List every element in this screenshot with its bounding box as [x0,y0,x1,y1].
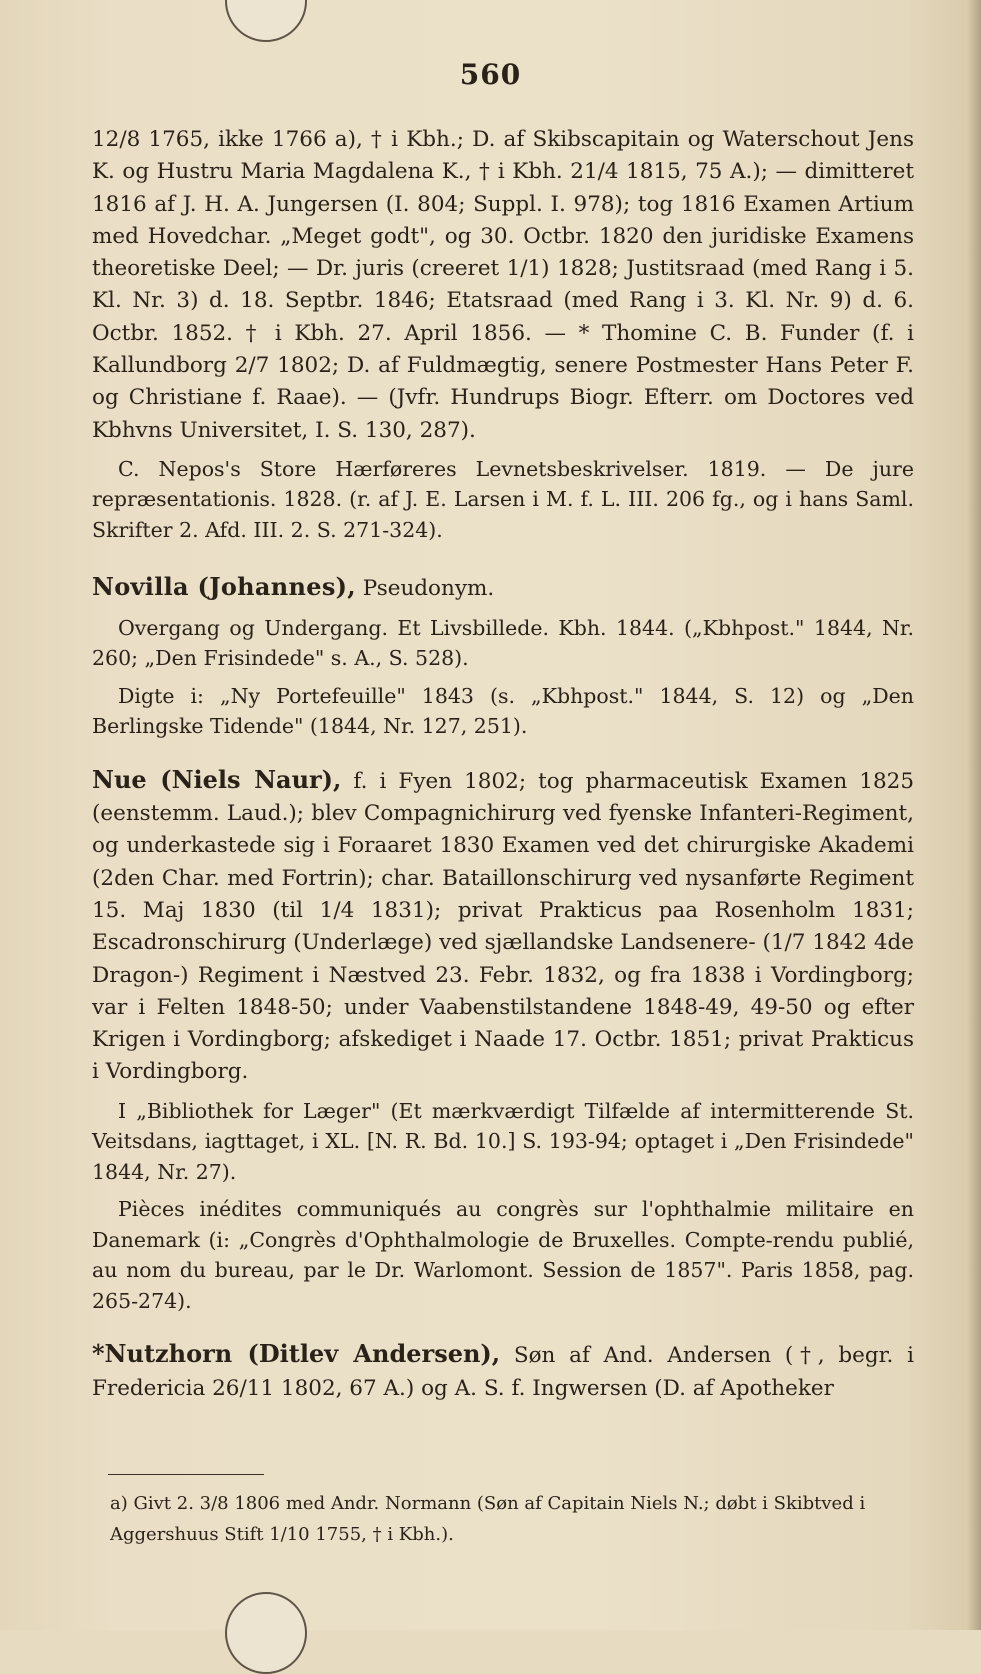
entry-headword: *Nutzhorn (Ditlev Andersen), [92,1339,501,1369]
footnote-text: a) Givt 2. 3/8 1806 med Andr. Normann (Søn af Capitain Niels N.; døbt i Skibtved i Aggershuus Stift 1/10 1755, † i Kbh.). [110,1493,866,1545]
entry-body: f. i Fyen 1802; tog pharmaceutisk Examen 1825 (eenstemm. Laud.); blev Compagnichirurg ved fyenske Infanteri-Regiment, og underkastede sig i Foraaret 1830 Examen ved det chirurgiske Akademi (2den Char. med Fortrin); char. Bataillonschirurg ved nysanførte Regiment 15. Maj 1830 (til 1/4 1831); privat Prakticus paa Rosenholm 1831; Escadronschirurg (Underlæge) ved sjællandske Landsenere- (1/7 1842 4de Dragon-) Regiment i Næstved 23. Febr. 1832, og fra 1838 i Vordingborg; var i Felten 1848-50; under Vaabenstilstandene 1848-49, 49-50 og efter Krigen i Vordingborg; afskediget i Naade 17. Octbr. 1851; privat Prakticus i Vordingborg. [92,768,914,1085]
punch-hole-bottom [225,1592,307,1674]
entry-nue [92,764,914,1089]
entry-headword: Novilla (Johannes), [92,572,356,602]
binding-edge-shadow [967,0,981,1630]
entry-work: Overgang og Undergang. Et Livsbillede. Kbh. 1844. („Kbhpost." 1844, Nr. 260; „Den Frisindede" s. A., S. 528). [92,615,914,671]
page-body [92,124,914,1405]
footnote [110,1488,916,1550]
entry-heading-novilla [92,571,914,605]
entry-work: Digte i: „Ny Portefeuille" 1843 (s. „Kbhpost." 1844, S. 12) og „Den Berlingske Tidende" (1844, Nr. 127, 251). [92,683,914,739]
punch-hole-top [225,0,307,42]
footnote-rule [108,1474,264,1475]
entry-note: Pseudonym. [355,576,495,602]
entry-nutzhorn [92,1338,914,1405]
entry-headword: Nue (Niels Naur), [92,764,342,794]
works-paragraph: C. Nepos's Store Hærføreres Levnetsbeskrivelser. 1819. — De jure repræsentationis. 1828. (r. af J. E. Larsen i M. f. L. III. 206 fg., og i hans Saml. Skrifter 2. Afd. III. 2. S. 271-324). [92,456,914,542]
entry-work: I „Bibliothek for Læger" (Et mærkværdigt Tilfælde af intermitterende St. Veitsdans, iagttaget, i XL. [N. R. Bd. 10.] S. 193-94; optaget i „Den Frisindede" 1844, Nr. 27). [92,1098,914,1184]
page-number: 560 [459,58,522,91]
continued-paragraph: 12/8 1765, ikke 1766 a), † i Kbh.; D. af Skibscapitain og Waterschout Jens K. og Hustru Maria Magdalena K., † i Kbh. 21/4 1815, 75 A.); — dimitteret 1816 af J. H. A. Jungersen (I. 804; Suppl. I. 978); tog 1816 Examen Artium med Hovedchar. „Meget godt", og 30. Octbr. 1820 den juridiske Examens theoretiske Deel; — Dr. juris (creeret 1/1) 1828; Justitsraad (med Rang i 5. Kl. Nr. 3) d. 18. Septbr. 1846; Etatsraad (med Rang i 3. Kl. Nr. 9) d. 6. Octbr. 1852. † i Kbh. 27. April 1856. — * Thomine C. B. Funder (f. i Kallundborg 2/7 1802; D. af Fuldmægtig, senere Postmester Hans Peter F. og Christiane f. Raae). — (Jvfr. Hundrups Biogr. Efterr. om Doctores ved Kbhvns Universitet, I. S. 130, 287). [92,127,914,443]
entry-body: Søn af And. Andersen (†, begr. i Fredericia 26/11 1802, 67 A.) og A. S. f. Ingwersen (D. af Apotheker [92,1343,914,1401]
entry-work: Pièces inédites communiqués au congrès sur l'ophthalmie militaire en Danemark (i: „Congrès d'Ophthalmologie de Bruxelles. Compte-rendu publié, au nom du bureau, par le Dr. Warlomont. Session de 1857". Paris 1858, pag. 265-274). [92,1197,914,1313]
